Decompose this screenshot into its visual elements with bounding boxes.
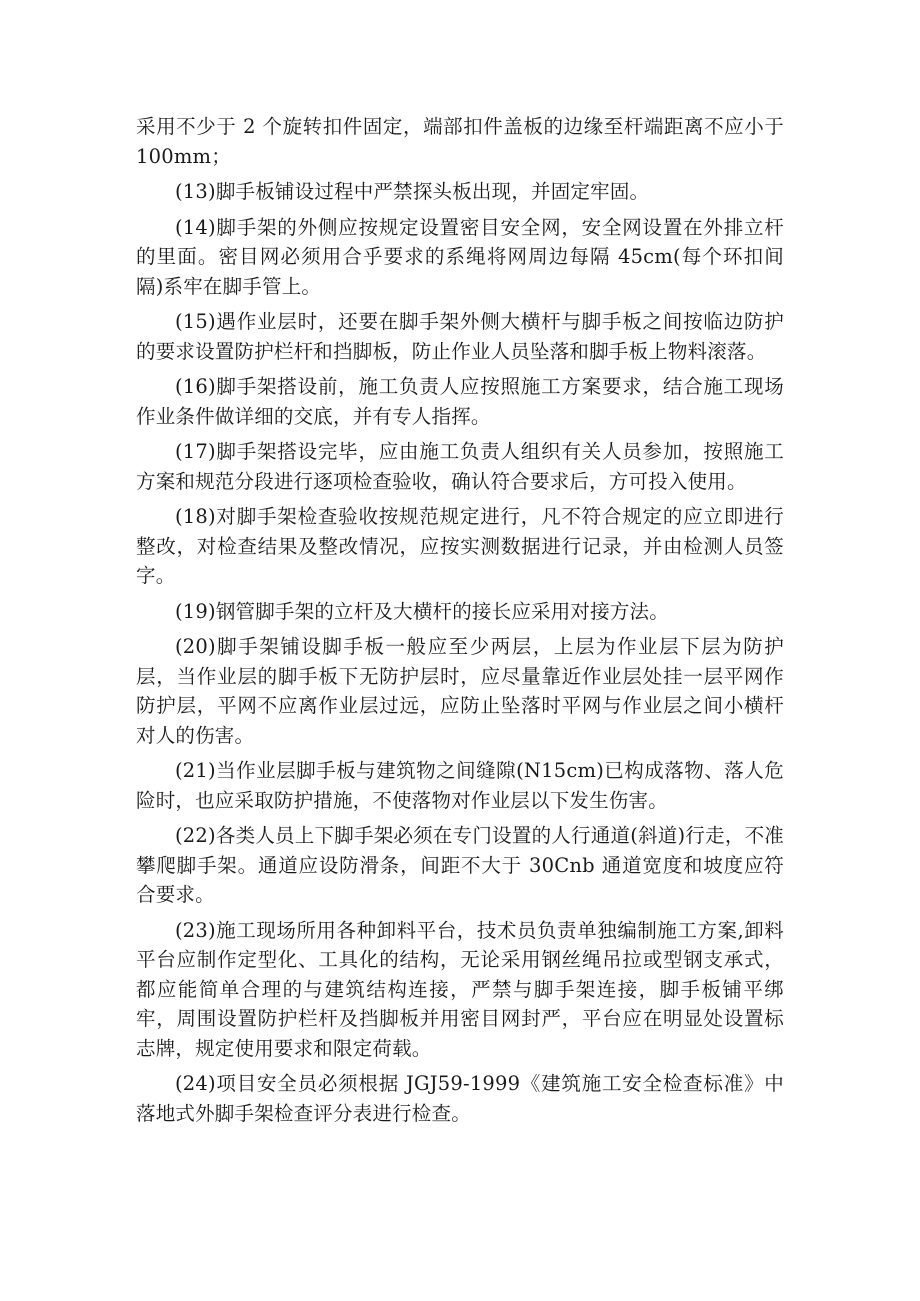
paragraph-item-18: (18)对脚手架检查验收按规范规定进行，凡不符合规定的应立即进行整改，对检查结果及整改情况，应按实测数据进行记录，并由检测人员签字。	[136, 505, 784, 587]
document-body	[136, 112, 784, 1134]
paragraph-item-17: (17)脚手架搭设完毕，应由施工负责人组织有关人员参加，按照施工方案和规范分段进行逐项检查验收，确认符合要求后，方可投入使用。	[136, 440, 784, 493]
paragraph-item-20: (20)脚手架铺设脚手板一般应至少两层，上层为作业层下层为防护层，当作业层的脚手板下无防护层时，应尽量靠近作业层处挂一层平网作防护层，平网不应离作业层过远，应防止坠落时平网与作业层之间小横杆对人的伤害。	[136, 635, 784, 747]
paragraph-item-15: (15)遇作业层时，还要在脚手架外侧大横杆与脚手板之间按临边防护的要求设置防护栏杆和挡脚板，防止作业人员坠落和脚手板上物料滚落。	[136, 310, 784, 363]
paragraph-item-21: (21)当作业层脚手板与建筑物之间缝隙(N15cm)已构成落物、落人危险时，也应采取防护措施，不使落物对作业层以下发生伤害。	[136, 759, 784, 812]
paragraph-item-13: (13)脚手板铺设过程中严禁探头板出现，并固定牢固。	[175, 180, 650, 203]
paragraph-item-19: (19)钢管脚手架的立杆及大横杆的接长应采用对接方法。	[175, 599, 669, 623]
paragraph-item-23: (23)施工现场所用各种卸料平台，技术员负责单独编制施工方案,卸料平台应制作定型化、工具化的结构，无论采用钢丝绳吊拉或型钢支承式，都应能简单合理的与建筑结构连接，严禁与脚手架连接，脚手板铺平绑牢，周围设置防护栏杆及挡脚板并用密目网封严，平台应在明显处设置标志牌，规定使用要求和限定荷载。	[136, 918, 784, 1060]
paragraph-continuation: 采用不少于 2 个旋转扣件固定，端部扣件盖板的边缘至杆端距离不应小于100mm；	[136, 115, 784, 168]
paragraph-item-22: (22)各类人员上下脚手架必须在专门设置的人行通道(斜道)行走，不准攀爬脚手架。通道应设防滑条，间距不大于 30Cnb 通道宽度和坡度应符合要求。	[136, 824, 784, 906]
paragraph-item-24: (24)项目安全员必须根据 JGJ59-1999《建筑施工安全检查标准》中落地式外脚手架检查评分表进行检查。	[136, 1072, 784, 1125]
paragraph-item-16: (16)脚手架搭设前，施工负责人应按照施工方案要求，结合施工现场作业条件做详细的交底，并有专人指挥。	[136, 375, 784, 428]
paragraph-item-14: (14)脚手架的外侧应按规定设置密目安全网，安全网设置在外排立杆的里面。密目网必须用合乎要求的系绳将网周边每隔 45cm(每个环扣间隔)系牢在脚手管上。	[136, 215, 784, 298]
